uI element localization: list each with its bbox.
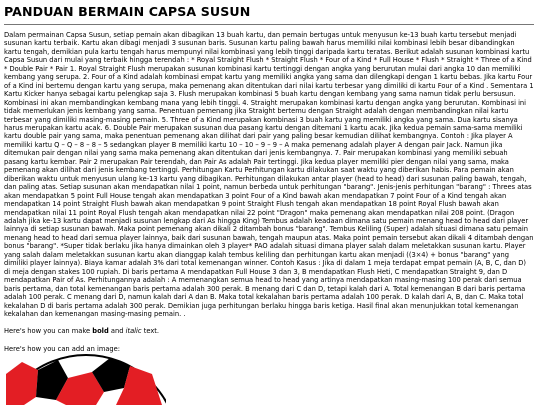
title-divider: [4, 24, 534, 25]
bold-example: bold: [92, 327, 109, 336]
page-title: PANDUAN BERMAIN CAPSA SUSUN: [4, 4, 251, 19]
markup-demo-connector: and: [108, 327, 126, 336]
soccer-ball-graphic: [6, 352, 166, 405]
markup-demo-suffix: text.: [141, 327, 160, 336]
markup-demo-prefix: Here's how you can make: [4, 327, 93, 336]
italic-example: italic: [125, 327, 142, 336]
page: [4, 4, 534, 353]
markup-demo-line: [4, 327, 534, 335]
image-demo-line: Here's how you can add an image:: [4, 344, 121, 353]
article-body: Dalam permainan Capsa Susun, setiap pemain akan dibagikan 13 buah kartu, dan pemain bertugas untuk menyusun ke-13 buah kartu tersebut menjadi susunan kartu terbaik. Kartu akan dibagi menjadi 3 susunan baris. Susunan kartu paling bawah harus memiliki nilai kombinasi lebih besar dibandingkan kartu tengah, demikian pula kartu tengah harus mempunyi nilai kombinasi yang lebih tinggi daripada kartu teratas. Berikut adalah susunan kombinasi kartu Capsa Susun dari mulai yang terbaik hingga terendah : * Royal Straight Flush * Straight Flush * Four of a Kind * Full House * Flush * Straight * Three of a Kind * Double Pair * Pair 1. Royal Straight Flush merupakan susunan kombinasi kartu tertinggi dengan angka yang berurutan mulai dari angka 10 dan memiliki kembang yang serupa. 2. Four of a Kind adalah kombinasi empat kartu yang memiliki angka yang sama dan dilengkapi dengan 1 kartu bebas. Jika kartu Four of a Kind ini bertemu dengan kartu yang serupa, maka pemenang akan ditentukan dari nilai kartu terbesar yang dimiliki di kartu Four of a Kind . Sementara 1 Kartu Kicker hanya sebagai kartu pelengkap saja 3. Flush merupakan kombinasi 5 buah kartu dengan kembang yang sama namun tidak perlu bersusun. Kombinasi ini akan membandingkan kembang mana yang lebih tinggi. 4. Straight merupakan kombinasi kartu dengan angka yang berurutan. Kombinasi ini tidak memerlukan jenis kembang yang sama. Penentuan pemenang jika Straight bertemu dengan Straight adalah dengan membandingkan nilai kartu terbesar yang dimiliki masing-masing pemain. 5. Three of a Kind merupakan kombinasi 3 buah kartu yang memiliki angka yang sama. Dua kartu sisanya harus merupakan kartu acak. 6. Double Pair merupakan susunan dua pasang kartu dengan ditemani 1 kartu acak. Jika kedua pemain sama-sama memiliki kartu double pair yang sama, maka penentuan pemenang akan dilihat dari pair yang paling besar kemudian dilihat kembangnya. Contoh : Jika player A memiliki kartu Q – Q – 8 – 8 – 5 sedangkan player B memiliki kartu 10 – 10 – 9 – 9 – A maka pemenang adalah player A dengan pair Jack. Namun jika ditemukan pair dengan nilai yang sama maka pemenang akan ditentukan dari jenis kembangnya. 7. Pair merupakan kombinasi yang memiliki sebuah pasang kartu kembar. Pair 2 merupakan Pair terendah, dan Pair As adalah Pair tertinggi. Jika kedua player memiliki pier dengan nilai yang sama, maka pemenang akan dilihat dari jenis kembang tertinggi. Perhitungan Kartu Perhitungan kartu dilakukan saat waktu yang diberikan habis. Para pemain akan diberikan waktu untuk menyusun ulang ke-13 kartu yang dibagikan. Perhitungan dilakukan antar player (head to head) dari susunan paling bawah, tengah, dan paling atas. Setiap susunan akan mendapatkan nilai 1 point, namun berbeda untuk perhitungan "barang". Jenis-jenis perhitungan "barang" : Threes atas akan mendapatkan 5 point Full House tengah akan mendapatkan 3 point Four of a Kind bawah akan mendapatkan 7 point Four of a Kind tengah akan mendapatkan 14 point Straight Flush bawah akan mendapatkan 9 point Straight Flush tengah akan mendapatkan 18 point Royal Flush bawah akan mendapatkan nilai 11 point Royal Flush tengah akan mendapatkan nilai 22 point "Dragon" maka pemenang akan mendapatkan nilai 208 point. (Dragon adalah jika ke-13 kartu dapat menjadi susunan lengkap dari As hingga King) Tembus adalah keadaan dimana satu pemain menang head to head dari player lainnya di setiap susunan bawah. Maka point pemenang akan dikali 2 ditambah bonus "barang". Tembus Keliling (Super) adalah situasi dimana satu pemain menang head to head dari semua player lainnya, baik dari susunan bawah, tengah maupun atas. Maka point pemain tersebut akan dikali 4 ditambah dengan bonus "barang". *Super tidak berlaku jika hanya dimainkan oleh 3 player* PAO adalah situasi dimana player salah dalam meletakkan susunan kartu. Player yang salah dalam meletakkan susunan kartu akan dianggap kalah tembus keliling dan perhitungan kartu akan menjadi ((3×4) + bonus "barang" yang dimiliki player lainnya). Biaya kamar adalah 3% dari total kemenangan winner. Contoh Kasus : Jika di dalam 1 meja terdapat empat pemain (A, B, C, dan D) di meja dengan stakes 100 rupiah. Di baris pertama A mendapatkan Full House 3 dan 3, B mendapatkan Flush Heti, C mendapatkan Straight 9, dan D mendapatkan Pair of As. Perhitungannya adalah : A memenangkan semua head to head yang artinya mendapatkan masing-masing 100 perak dari semua baris pertama, dan total kemenangan baris pertama adalah 300 perak. B menang dari C dan D, tetapi kalah dari A. Total kemenangan B dari baris pertama adalah 100 perak. C menang dari D, namun kalah dari A dan B. Maka total kekalahan baris pertama adalah 100 perak. D kalah dari A, B, dan C. Maka total kekalahan D di baris pertama adalah 300 perak. Demikian juga perhitungan berlaku hingga baris ketiga. Hasil final akan menunjukkan total kemenangan kekalahan dan kemenangan masing-masing pemain. .: [4, 31, 534, 318]
ball-panel-red-left: [6, 362, 38, 405]
soccer-ball-image: [6, 352, 166, 405]
